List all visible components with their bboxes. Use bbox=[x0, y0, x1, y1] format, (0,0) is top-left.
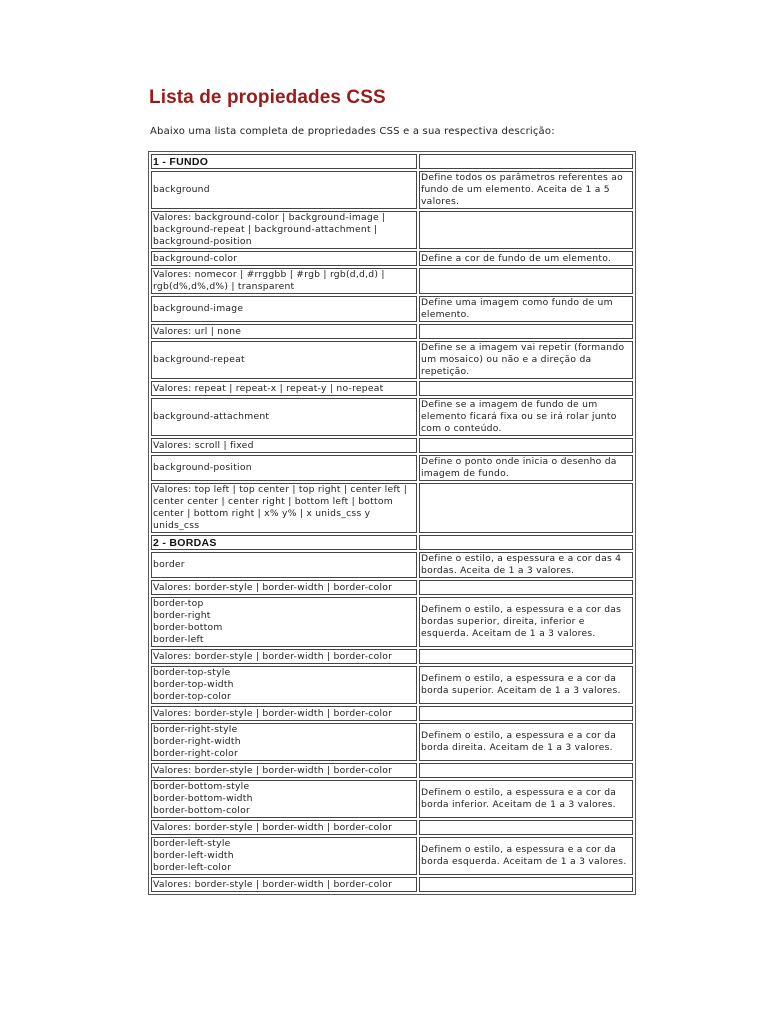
section-row bbox=[151, 154, 633, 169]
description-cell bbox=[419, 268, 633, 294]
property-name-cell: background-position bbox=[151, 455, 417, 481]
description-cell: Define uma imagem como fundo de um elemento. bbox=[419, 296, 633, 322]
description-cell: Define o estilo, a espessura e a cor das 4 bordas. Aceita de 1 a 3 valores. bbox=[419, 552, 633, 578]
description-cell bbox=[419, 763, 633, 778]
section-row bbox=[151, 535, 633, 550]
values-cell: Valores: scroll | fixed bbox=[151, 438, 417, 453]
property-row bbox=[151, 552, 633, 578]
description-cell bbox=[419, 154, 633, 169]
description-cell: Definem o estilo, a espessura e a cor da borda superior. Aceitam de 1 a 3 valores. bbox=[419, 666, 633, 704]
values-cell: Valores: url | none bbox=[151, 324, 417, 339]
description-cell: Definem o estilo, a espessura e a cor da borda inferior. Aceitam de 1 a 3 valores. bbox=[419, 780, 633, 818]
section-heading: 1 - FUNDO bbox=[151, 154, 417, 169]
property-row bbox=[151, 251, 633, 266]
values-cell: Valores: background-color | background-image | background-repeat | background-attachment | background-position bbox=[151, 211, 417, 249]
values-row bbox=[151, 324, 633, 339]
property-row bbox=[151, 296, 633, 322]
property-row bbox=[151, 341, 633, 379]
values-cell: Valores: top left | top center | top right | center left | center center | center right | bottom left | bottom center | bottom right | x% y% | x unids_css y unids_css bbox=[151, 483, 417, 533]
property-row bbox=[151, 780, 633, 818]
values-cell: Valores: border-style | border-width | border-color bbox=[151, 763, 417, 778]
property-row bbox=[151, 723, 633, 761]
property-name-cell: background-attachment bbox=[151, 398, 417, 436]
property-name-cell: border bbox=[151, 552, 417, 578]
property-name-cell: border-top border-right border-bottom border-left bbox=[151, 597, 417, 647]
intro-text: Abaixo uma lista completa de propriedades CSS e a sua respectiva descrição: bbox=[150, 126, 555, 137]
values-row bbox=[151, 381, 633, 396]
property-name-cell: background-repeat bbox=[151, 341, 417, 379]
values-cell: Valores: nomecor | #rrggbb | #rgb | rgb(d,d,d) | rgb(d%,d%,d%) | transparent bbox=[151, 268, 417, 294]
property-name-cell: border-top-style border-top-width border-top-color bbox=[151, 666, 417, 704]
values-row bbox=[151, 580, 633, 595]
description-cell: Define se a imagem de fundo de um elemento ficará fixa ou se irá rolar junto com o conteúdo. bbox=[419, 398, 633, 436]
property-row bbox=[151, 837, 633, 875]
description-cell: Definem o estilo, a espessura e a cor da borda esquerda. Aceitam de 1 a 3 valores. bbox=[419, 837, 633, 875]
description-cell bbox=[419, 706, 633, 721]
values-cell: Valores: border-style | border-width | border-color bbox=[151, 580, 417, 595]
property-name-cell: background-image bbox=[151, 296, 417, 322]
description-cell: Define a cor de fundo de um elemento. bbox=[419, 251, 633, 266]
description-cell: Definem o estilo, a espessura e a cor da borda direita. Aceitam de 1 a 3 valores. bbox=[419, 723, 633, 761]
description-cell: Define todos os parâmetros referentes ao fundo de um elemento. Aceita de 1 a 5 valores. bbox=[419, 171, 633, 209]
description-cell bbox=[419, 649, 633, 664]
values-row bbox=[151, 211, 633, 249]
values-row bbox=[151, 649, 633, 664]
description-cell bbox=[419, 877, 633, 892]
properties-table bbox=[148, 151, 636, 895]
values-row bbox=[151, 763, 633, 778]
values-cell: Valores: repeat | repeat-x | repeat-y | no-repeat bbox=[151, 381, 417, 396]
values-row bbox=[151, 820, 633, 835]
values-row bbox=[151, 483, 633, 533]
values-row bbox=[151, 877, 633, 892]
description-cell bbox=[419, 381, 633, 396]
property-name-cell: border-bottom-style border-bottom-width border-bottom-color bbox=[151, 780, 417, 818]
property-row bbox=[151, 455, 633, 481]
property-row bbox=[151, 398, 633, 436]
values-row bbox=[151, 268, 633, 294]
page-title: Lista de propiedades CSS bbox=[149, 87, 386, 108]
values-row bbox=[151, 706, 633, 721]
property-name-cell: background-color bbox=[151, 251, 417, 266]
values-cell: Valores: border-style | border-width | border-color bbox=[151, 877, 417, 892]
properties-table-body bbox=[151, 154, 633, 892]
values-row bbox=[151, 438, 633, 453]
description-cell bbox=[419, 535, 633, 550]
description-cell bbox=[419, 211, 633, 249]
values-cell: Valores: border-style | border-width | border-color bbox=[151, 649, 417, 664]
description-cell bbox=[419, 580, 633, 595]
values-cell: Valores: border-style | border-width | border-color bbox=[151, 706, 417, 721]
description-cell bbox=[419, 820, 633, 835]
values-cell: Valores: border-style | border-width | border-color bbox=[151, 820, 417, 835]
properties-table-container bbox=[148, 151, 636, 895]
property-row bbox=[151, 171, 633, 209]
description-cell: Define se a imagem vai repetir (formando um mosaico) ou não e a direção da repetição. bbox=[419, 341, 633, 379]
section-heading: 2 - BORDAS bbox=[151, 535, 417, 550]
property-name-cell: border-right-style border-right-width border-right-color bbox=[151, 723, 417, 761]
property-row bbox=[151, 666, 633, 704]
description-cell bbox=[419, 483, 633, 533]
description-cell: Definem o estilo, a espessura e a cor das bordas superior, direita, inferior e esquerda. Aceitam de 1 a 3 valores. bbox=[419, 597, 633, 647]
description-cell bbox=[419, 324, 633, 339]
property-name-cell: background bbox=[151, 171, 417, 209]
description-cell bbox=[419, 438, 633, 453]
property-name-cell: border-left-style border-left-width border-left-color bbox=[151, 837, 417, 875]
description-cell: Define o ponto onde inicia o desenho da imagem de fundo. bbox=[419, 455, 633, 481]
property-row bbox=[151, 597, 633, 647]
